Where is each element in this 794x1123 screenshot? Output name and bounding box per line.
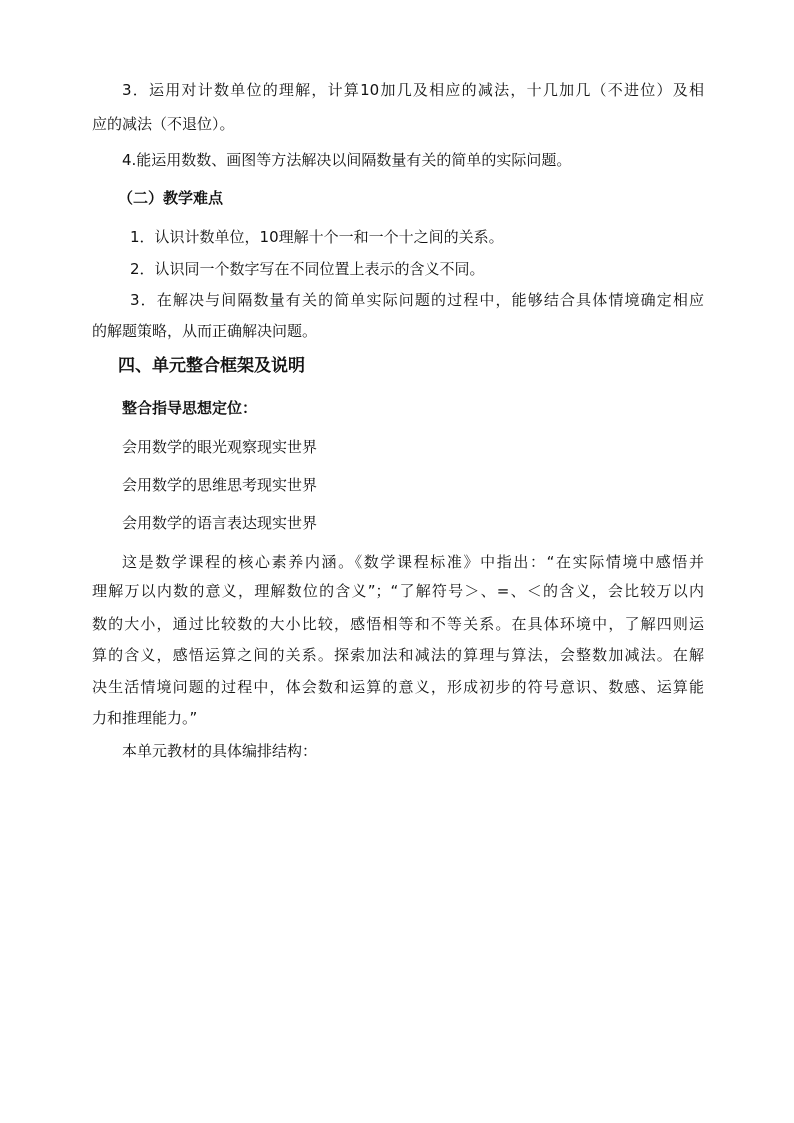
chapter-4-title: 四、单元整合框架及说明: [118, 356, 305, 376]
paragraph-line-3: 数的大小，通过比较数的大小比较，感悟相等和不等关系。在具体环境中，了解四则运: [92, 615, 704, 633]
guide-line-2: 会用数学的思维思考现实世界: [122, 476, 318, 494]
paragraph-line-1: 这是数学课程的核心素养内涵。《数学课程标准》中指出：“在实际情境中感悟并: [122, 553, 704, 571]
item-4: 4.能运用数数、画图等方法解决以间隔数量有关的简单的实际问题。: [122, 151, 572, 169]
structure-intro: 本单元教材的具体编排结构：: [122, 742, 318, 760]
item-3-line-1: 3．运用对计数单位的理解，计算10加几及相应的减法，十几加几（不进位）及相: [122, 81, 704, 99]
guide-line-1: 会用数学的眼光观察现实世界: [122, 438, 318, 456]
paragraph-line-5: 决生活情境问题的过程中，体会数和运算的意义，形成初步的符号意识、数感、运算能: [92, 678, 704, 696]
guide-title: 整合指导思想定位：: [122, 399, 258, 417]
difficulty-item-1: 1．认识计数单位，10理解十个一和一个十之间的关系。: [130, 228, 504, 246]
item-3-line-2: 应的减法（不退位）。: [92, 115, 235, 133]
paragraph-line-6: 力和推理能力。”: [92, 709, 198, 727]
difficulty-item-3-line-2: 的解题策略，从而正确解决问题。: [92, 322, 318, 340]
difficulty-item-2: 2．认识同一个数字写在不同位置上表示的含义不同。: [130, 260, 485, 278]
section-difficulty-title: （二）教学难点: [118, 189, 224, 207]
difficulty-item-3-line-1: 3．在解决与间隔数量有关的简单实际问题的过程中，能够结合具体情境确定相应: [130, 291, 704, 309]
paragraph-line-2: 理解万以内数的意义，理解数位的含义”；“了解符号＞、=、＜的含义，会比较万以内: [92, 582, 704, 600]
guide-line-3: 会用数学的语言表达现实世界: [122, 514, 318, 532]
paragraph-line-4: 算的含义，感悟运算之间的关系。探索加法和减法的算理与算法，会整数加减法。在解: [92, 646, 704, 664]
